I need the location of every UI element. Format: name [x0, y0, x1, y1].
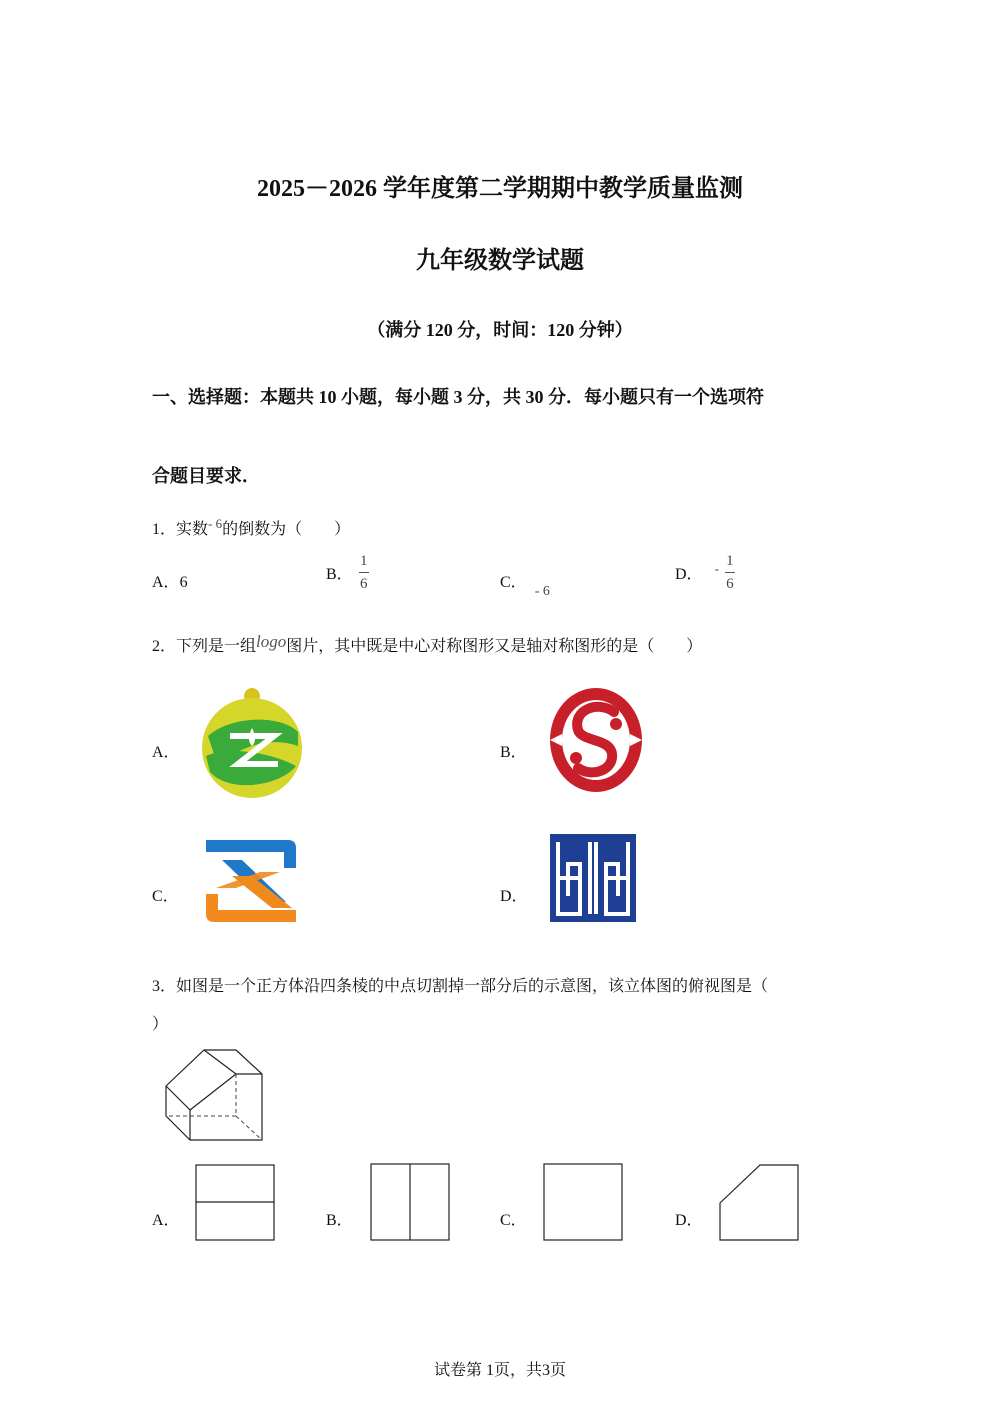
option-label: D．	[675, 566, 703, 583]
question-1-prefix: 1．实数	[152, 521, 209, 538]
question-2-prefix: 2．下列是一组	[152, 638, 257, 655]
negative-sign: -	[714, 560, 719, 576]
question-1	[152, 516, 350, 539]
denominator: 6	[726, 576, 734, 592]
cut-cube-diagram	[160, 1044, 270, 1146]
page-footer: 试卷第 1页，共3页	[433, 1362, 566, 1379]
red-swirl-circle-logo	[548, 686, 644, 794]
q3-option-a-label: A．	[152, 1212, 180, 1229]
orange-blue-z-logo	[202, 836, 300, 926]
q1-option-a	[152, 569, 188, 592]
q3-option-b-figure	[370, 1163, 452, 1242]
q1-option-c	[500, 569, 550, 599]
green-yellow-circle-logo	[200, 686, 304, 798]
numerator: 1	[359, 553, 368, 569]
q2-option-d-label: D．	[500, 888, 528, 905]
question-3-cont: ）	[152, 1016, 169, 1033]
option-value: 6	[179, 574, 188, 591]
option-label: C．	[500, 574, 527, 591]
option-label: A．	[152, 574, 180, 591]
q3-option-d-label: D．	[675, 1212, 703, 1229]
blue-fret-pattern-logo	[550, 834, 636, 922]
section-heading: 一、选择题：本题共 10 小题，每小题 3 分，共 30 分．每小题只有一个选项符	[152, 387, 764, 407]
question-2-word: logo	[256, 632, 287, 651]
question-2-suffix: 图片，其中既是中心对称图形又是轴对称图形的是（ ）	[286, 638, 703, 655]
section-heading-cont: 合题目要求．	[152, 466, 260, 487]
page-title: 2025－2026 学年度第二学期期中教学质量监测	[257, 176, 743, 202]
q1-option-b	[326, 552, 369, 593]
page-subtitle-title: 九年级数学试题	[416, 246, 584, 274]
question-2	[152, 633, 702, 656]
q3-option-d-figure	[718, 1163, 802, 1243]
q3-option-c-label: C．	[500, 1212, 527, 1229]
q3-option-b-label: B．	[326, 1212, 353, 1229]
question-1-value: - 6	[208, 516, 223, 531]
question-3: 3．如图是一个正方体沿四条棱的中点切割掉一部分后的示意图，该立体图的俯视图是（	[152, 978, 769, 995]
q2-option-b-label: B．	[500, 744, 527, 761]
question-1-suffix: 的倒数为（ ）	[222, 521, 351, 538]
fraction	[725, 552, 735, 593]
q2-option-a-label: A．	[152, 744, 180, 761]
q1-option-d	[675, 552, 735, 593]
fraction	[359, 552, 369, 593]
fraction-bar	[359, 572, 369, 573]
option-label: B．	[326, 566, 353, 583]
fraction-bar	[725, 572, 735, 573]
q3-option-c-figure	[543, 1163, 625, 1242]
option-value: - 6	[534, 584, 550, 599]
q3-option-a-figure	[195, 1164, 277, 1242]
numerator: 1	[726, 553, 734, 569]
denominator: 6	[359, 576, 368, 592]
q2-option-c-label: C．	[152, 888, 179, 905]
exam-info: （满分 120 分，时间：120 分钟）	[367, 320, 633, 340]
